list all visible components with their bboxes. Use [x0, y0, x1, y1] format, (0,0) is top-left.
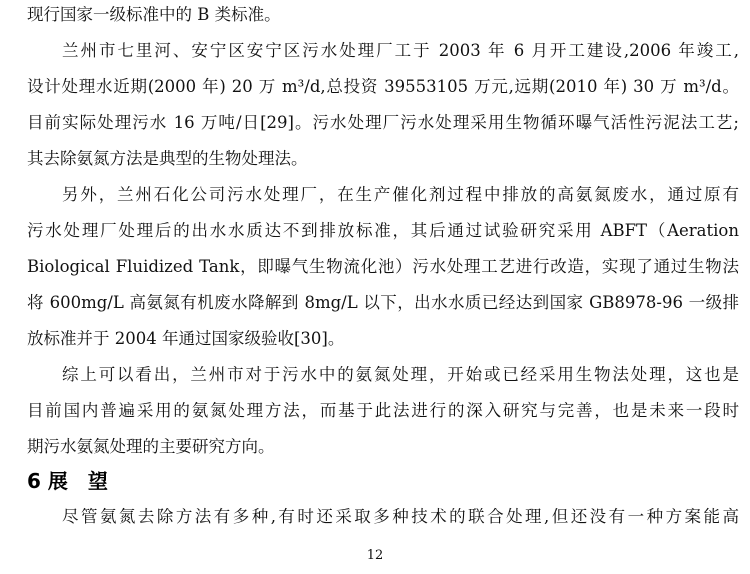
text-line: 将 600mg/L 高氨氮有机废水降解到 8mg/L 以下，出水水质已经达到国家 GB8978-96 一级排	[27, 293, 739, 312]
text-line: 综上可以看出，兰州市对于污水中的氨氮处理，开始或已经采用生物法处理，这也是	[62, 365, 739, 384]
text-line: 尽管氨氮去除方法有多种,有时还采取多种技术的联合处理,但还没有一种方案能高	[62, 507, 739, 526]
text-line: 另外，兰州石化公司污水处理厂，在生产催化剂过程中排放的高氨氮废水，通过原有	[62, 185, 739, 204]
text-line: 目前实际处理污水 16 万吨/日[29]。污水处理厂污水处理采用生物循环曝气活性污泥法工艺;	[27, 113, 739, 132]
text-line: 兰州市七里河、安宁区安宁区污水处理厂工于 2003 年 6 月开工建设,2006 年竣工,	[62, 41, 739, 60]
page-number: 12	[366, 548, 384, 563]
text-line: 设计处理水近期(2000 年) 20 万 m³/d,总投资 39553105 万元,远期(2010 年) 30 万 m³/d。	[27, 77, 739, 96]
text-line: 目前国内普遍采用的氨氮处理方法，而基于此法进行的深入研究与完善，也是未来一段时	[27, 401, 739, 420]
section-heading: 6 展 望	[27, 469, 108, 493]
text-line: 其去除氨氮方法是典型的生物处理法。	[27, 149, 308, 168]
text-line: Biological Fluidized Tank，即曝气生物流化池）污水处理工艺进行改造，实现了通过生物法	[27, 257, 739, 276]
text-line: 期污水氨氮处理的主要研究方向。	[27, 437, 275, 456]
text-line: 放标准并于 2004 年通过国家级验收[30]。	[27, 329, 345, 348]
text-line: 现行国家一级标准中的 B 类标准。	[27, 5, 281, 24]
text-line: 污水处理厂处理后的出水水质达不到排放标准，其后通过试验研究采用 ABFT（Aeration	[27, 221, 739, 240]
